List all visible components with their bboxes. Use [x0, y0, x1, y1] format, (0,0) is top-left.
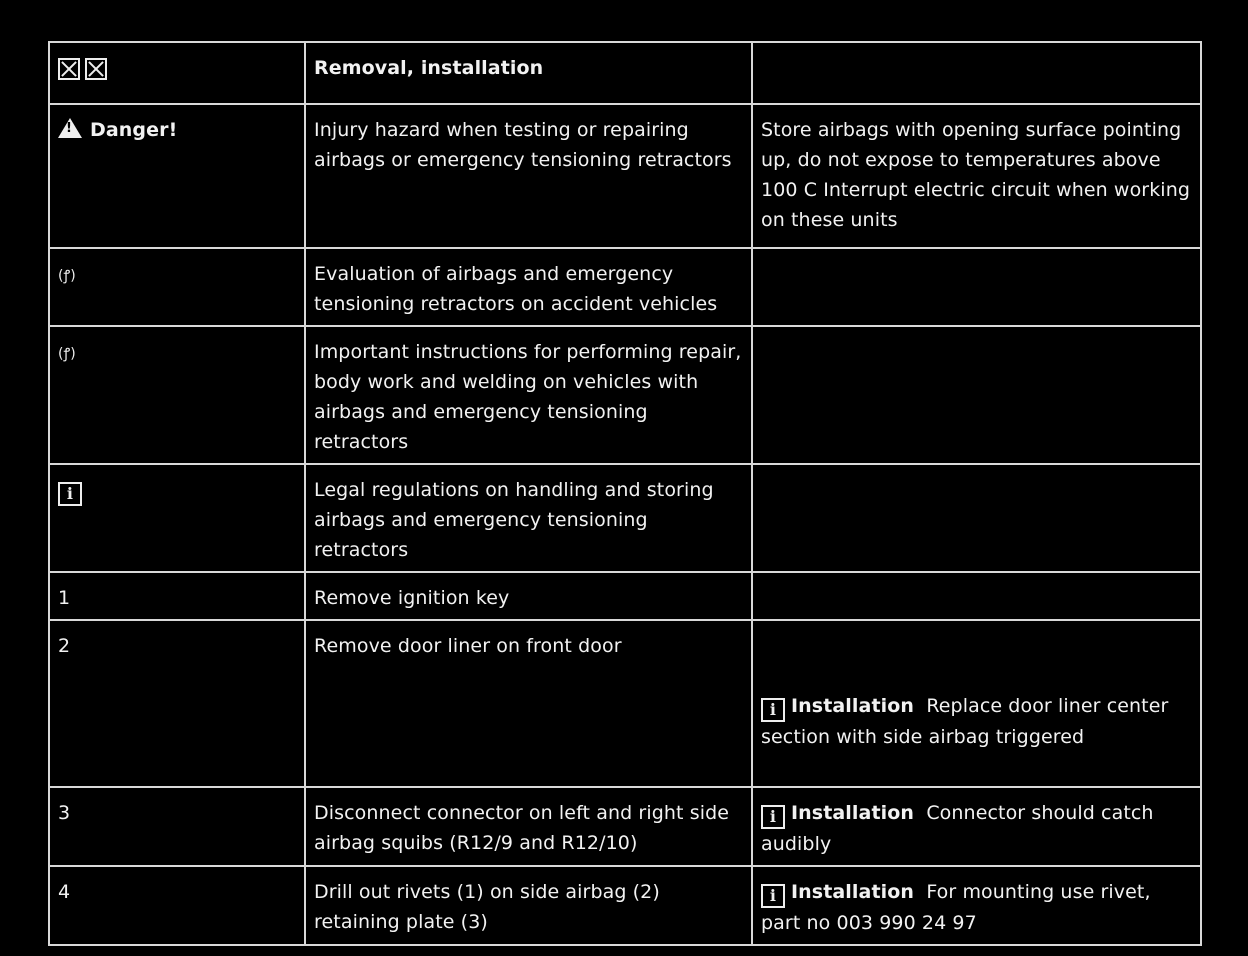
row-note [752, 248, 1201, 326]
sq-cross-icon [85, 58, 107, 80]
header-empty-cell [752, 42, 1201, 104]
row-note [752, 866, 1201, 945]
header-row [49, 42, 1201, 104]
danger-label: Danger! [90, 119, 178, 141]
info-icon: i [761, 884, 785, 908]
step-number: 1 [49, 572, 305, 620]
row-note [752, 620, 1201, 787]
warning-triangle-icon [58, 118, 82, 138]
row-key-cell [49, 464, 305, 572]
table-row [49, 866, 1201, 945]
row-key-cell [49, 104, 305, 248]
installation-note [761, 691, 1192, 752]
row-note [752, 572, 1201, 620]
table-row [49, 464, 1201, 572]
info-icon: i [58, 482, 82, 506]
row-action: Remove door liner on front door [305, 620, 752, 787]
row-action: Legal regulations on handling and storing airbags and emergency tensioning retractors [305, 464, 752, 572]
row-action: Remove ignition key [305, 572, 752, 620]
installation-text: For mounting use rivet, part no 003 990 24 97 [761, 881, 1151, 934]
installation-label: Installation [791, 881, 915, 903]
table-row [49, 326, 1201, 464]
header-title: Removal, installation [305, 42, 752, 104]
table-row [49, 572, 1201, 620]
step-number: 2 [49, 620, 305, 787]
installation-label: Installation [791, 695, 915, 717]
step-number: 3 [49, 787, 305, 866]
row-action: Injury hazard when testing or repairing airbags or emergency tensioning retractors [305, 104, 752, 248]
row-action: Evaluation of airbags and emergency tensioning retractors on accident vehicles [305, 248, 752, 326]
table-row [49, 620, 1201, 787]
table-row [49, 787, 1201, 866]
info-icon: i [761, 805, 785, 829]
header-icons-cell [49, 42, 305, 104]
airbag-symbol-icon: (ꝭ) [58, 268, 76, 284]
row-action: Drill out rivets (1) on side airbag (2) retaining plate (3) [305, 866, 752, 945]
step-number: 4 [49, 866, 305, 945]
row-note [752, 787, 1201, 866]
row-action: Disconnect connector on left and right side airbag squibs (R12/9 and R12/10) [305, 787, 752, 866]
row-key-cell [49, 248, 305, 326]
airbag-symbol-icon: (ꝭ) [58, 346, 76, 362]
procedure-table [48, 41, 1202, 946]
installation-text: Replace door liner center section with side airbag triggered [761, 695, 1169, 748]
row-key-cell [49, 326, 305, 464]
table-row [49, 248, 1201, 326]
installation-text: Connector should catch audibly [761, 802, 1154, 855]
row-note [752, 464, 1201, 572]
row-note [752, 326, 1201, 464]
installation-label: Installation [791, 802, 915, 824]
row-note: Store airbags with opening surface pointing up, do not expose to temperatures above 100 C Interrupt electric circuit when working on these units [752, 104, 1201, 248]
row-action: Important instructions for performing repair, body work and welding on vehicles with airbags and emergency tensioning retractors [305, 326, 752, 464]
table-row [49, 104, 1201, 248]
info-icon: i [761, 698, 785, 722]
sq-cross-icon [58, 58, 80, 80]
